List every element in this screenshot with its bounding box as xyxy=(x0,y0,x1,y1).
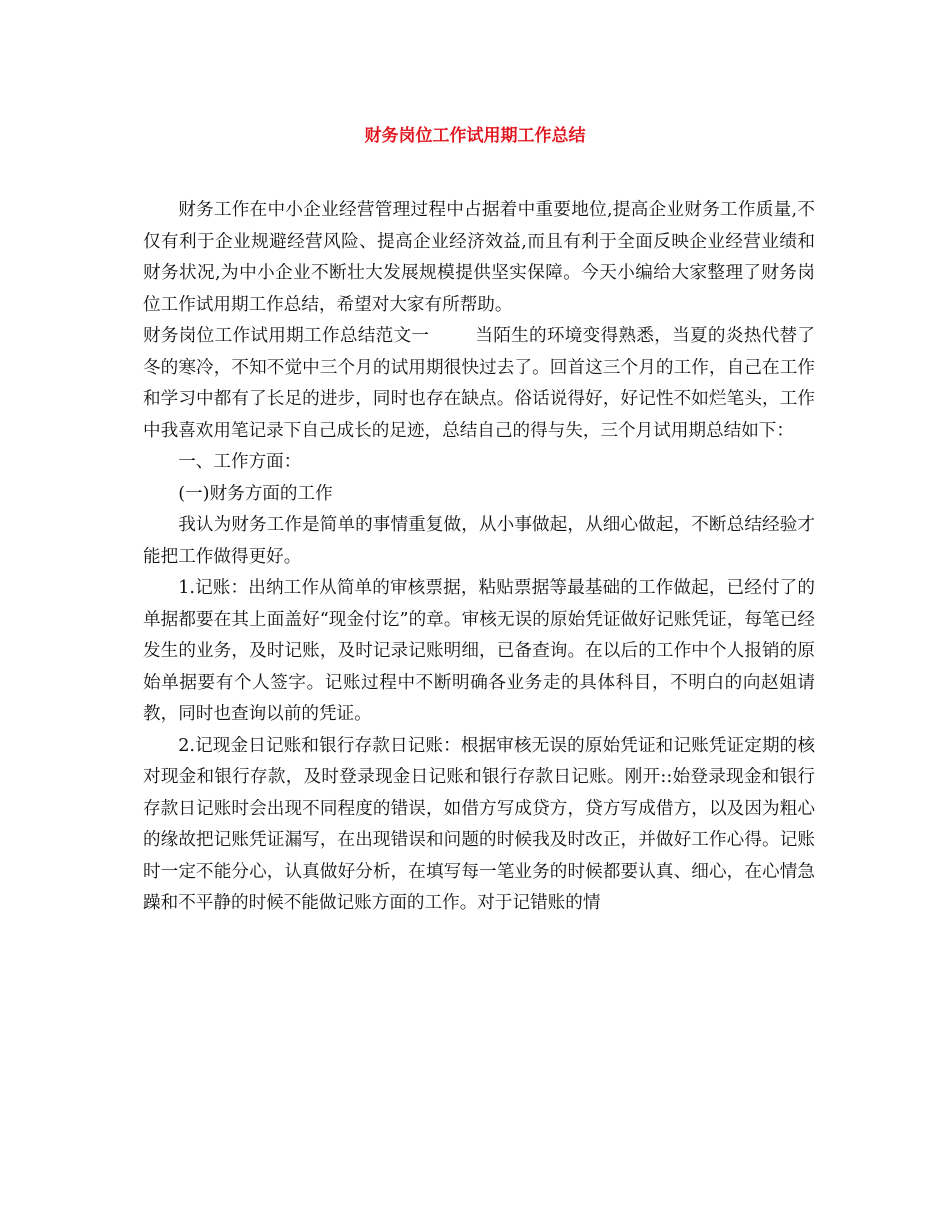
sample-opening-text: 当陌生的环境变得熟悉，当夏的炎热代替了冬的寒冷，不知不觉中三个月的试用期很快过去了。回首这三个月的工作，自己在工作和学习中都有了长足的进步，同时也存在缺点。俗话说得好，好记性不如烂笔头，工作中我喜欢用笔记录下自己成长的足迹，总结自己的得与失，三个月试用期总结如下： xyxy=(143,326,815,441)
document-title: 财务岗位工作试用期工作总结 xyxy=(364,126,586,146)
item-2-paragraph: 2.记现金日记账和银行存款日记账：根据审核无误的原始凭证和记账凭证定期的核对现金和银行存款，及时登录现金日记账和银行存款日记账。刚开::始登录现金和银行存款日记账时会出现不同程度的错误，如借方写成贷方，贷方写成借方，以及因为粗心的缘故把记账凭证漏写，在出现错误和问题的时候我及时改正，并做好工作心得。记账时一定不能分心，认真做好分析，在填写每一笔业务的时候都要认真、细心，在心情急躁和不平静的时候不能做记账方面的工作。对于记错账的情 xyxy=(143,735,815,913)
document-body xyxy=(143,195,815,920)
subsection-heading: (一)财务方面的工作 xyxy=(178,483,333,504)
section-heading: 一、工作方面： xyxy=(178,452,302,472)
sample-heading: 财务岗位工作试用期工作总结范文一 xyxy=(143,326,430,346)
sample-paragraph xyxy=(143,321,815,447)
item-1-paragraph: 1.记账：出纳工作从简单的审核票据，粘贴票据等最基础的工作做起，已经付了的单据都要在其上面盖好“现金付讫”的章。审核无误的原始凭证做好记账凭证，每笔已经发生的业务，及时记账，及时记录记账明细，已备查询。在以后的工作中个人报销的原始单据要有个人签字。记账过程中不断明确各业务走的具体科目，不明白的向赵姐请教，同时也查询以前的凭证。 xyxy=(143,578,815,724)
view-paragraph: 我认为财务工作是简单的事情重复做，从小事做起，从细心做起，不断总结经验才能把工作做得更好。 xyxy=(143,515,815,567)
intro-paragraph: 财务工作在中小企业经营管理过程中占据着中重要地位,提高企业财务工作质量,不仅有利于企业规避经营风险、提高企业经济效益,而且有利于全面反映企业经营业绩和财务状况,为中小企业不断壮大发展规模提供坚实保障。今天小编给大家整理了财务岗位工作试用期工作总结，希望对大家有所帮助。 xyxy=(143,200,815,315)
